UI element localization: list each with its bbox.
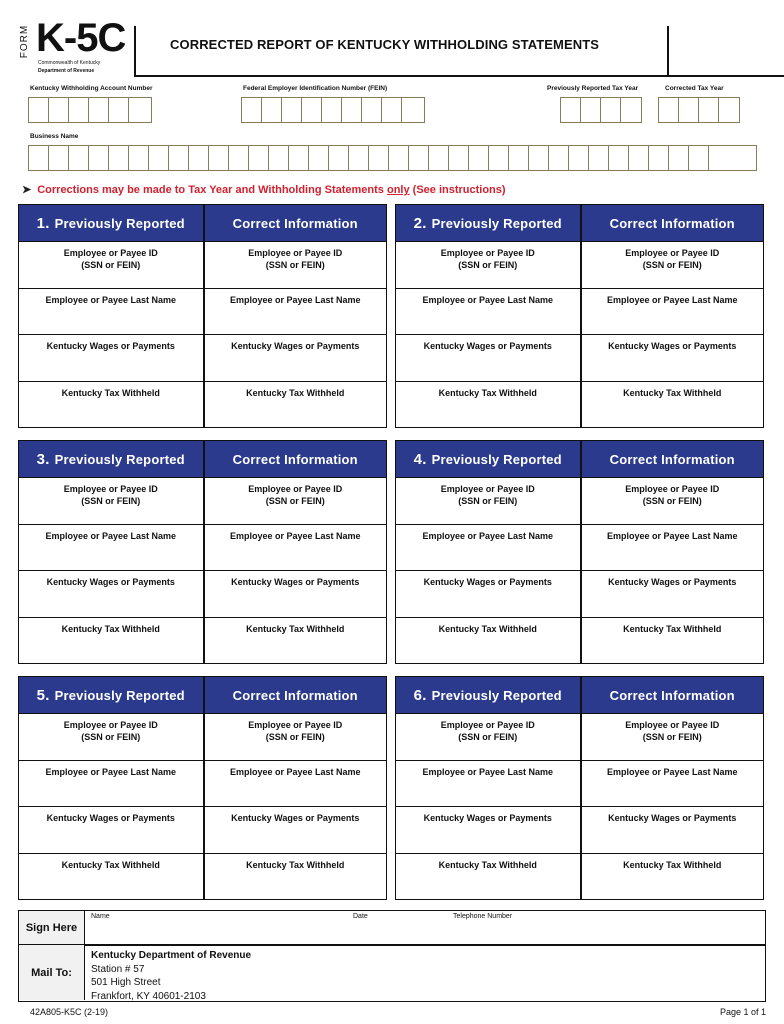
sign-divider	[19, 944, 765, 946]
wages-field[interactable]	[396, 806, 580, 853]
correction-block	[395, 676, 764, 900]
digit-box[interactable]	[409, 146, 429, 170]
field-label: Kentucky Tax Withheld	[623, 859, 722, 870]
digit-box[interactable]	[169, 146, 189, 170]
previously-reported-column	[396, 677, 580, 899]
tax-withheld-field[interactable]	[582, 381, 764, 428]
last-name-field[interactable]	[19, 760, 203, 807]
employee-id-field[interactable]	[19, 241, 203, 288]
previously-reported-header	[396, 677, 580, 713]
wages-field[interactable]	[582, 806, 764, 853]
tax-withheld-field[interactable]	[205, 853, 387, 900]
field-label: Employee or Payee Last Name	[606, 530, 738, 541]
prev-tax-year-label: Previously Reported Tax Year	[547, 85, 639, 92]
field-label: Employee or Payee Last Name	[229, 530, 361, 541]
digit-box[interactable]	[689, 146, 709, 170]
previously-reported-column	[19, 441, 203, 663]
digit-box[interactable]	[29, 146, 49, 170]
employee-id-field[interactable]	[205, 241, 387, 288]
field-label: Employee or Payee ID	[63, 484, 158, 494]
digit-box[interactable]	[402, 98, 422, 122]
wages-field[interactable]	[396, 570, 580, 617]
column-title: Correct Information	[232, 687, 358, 703]
digit-box[interactable]	[429, 146, 449, 170]
digit-box[interactable]	[109, 98, 129, 122]
digit-box[interactable]	[629, 146, 649, 170]
digit-box[interactable]	[229, 146, 249, 170]
field-label: Kentucky Tax Withheld	[61, 859, 160, 870]
field-label: (SSN or FEIN)	[458, 732, 518, 743]
previously-reported-column	[19, 677, 203, 899]
digit-box[interactable]	[349, 146, 369, 170]
field-label: Employee or Payee ID	[248, 248, 343, 258]
previously-reported-header	[19, 205, 203, 241]
block-number: 1.	[36, 214, 50, 232]
mail-line-4: Frankfort, KY 40601-2103	[91, 990, 206, 1002]
last-name-field[interactable]	[582, 760, 764, 807]
field-label: Employee or Payee Last Name	[45, 294, 177, 305]
field-label: Kentucky Wages or Payments	[231, 813, 360, 823]
name-label: Name	[91, 913, 110, 920]
digit-box[interactable]	[329, 146, 349, 170]
employee-id-field[interactable]	[582, 241, 764, 288]
block-number: 3.	[36, 450, 50, 468]
digit-box[interactable]	[382, 98, 402, 122]
field-label: Kentucky Wages or Payments	[608, 577, 737, 587]
tax-withheld-field[interactable]	[205, 381, 387, 428]
digit-box[interactable]	[89, 146, 109, 170]
field-label: Employee or Payee Last Name	[45, 766, 177, 777]
mail-line-2: Station # 57	[91, 963, 145, 975]
digit-box[interactable]	[69, 146, 89, 170]
digit-box[interactable]	[581, 98, 601, 122]
field-label: Kentucky Wages or Payments	[423, 577, 552, 587]
field-label: Kentucky Wages or Payments	[231, 577, 360, 587]
header-rule	[134, 75, 784, 77]
wages-field[interactable]	[19, 806, 203, 853]
field-label: Employee or Payee ID	[63, 248, 158, 258]
last-name-field[interactable]	[582, 524, 764, 571]
field-label: Kentucky Tax Withheld	[246, 623, 345, 634]
field-label: Kentucky Wages or Payments	[423, 341, 552, 351]
commonwealth-label: Commonwealth of Kentucky	[38, 60, 101, 66]
employee-id-field[interactable]	[19, 477, 203, 524]
field-label: Employee or Payee Last Name	[229, 294, 361, 305]
digit-box[interactable]	[309, 146, 329, 170]
previously-reported-header	[396, 441, 580, 477]
digit-box[interactable]	[209, 146, 229, 170]
field-label: Employee or Payee Last Name	[606, 294, 738, 305]
field-label: (SSN or FEIN)	[265, 260, 325, 271]
tax-withheld-field[interactable]	[582, 853, 764, 900]
digit-box[interactable]	[89, 98, 109, 122]
wages-field[interactable]	[205, 334, 387, 381]
date-label: Date	[353, 913, 368, 920]
digit-box[interactable]	[282, 98, 302, 122]
field-label: Kentucky Tax Withheld	[438, 623, 537, 634]
tax-withheld-field[interactable]	[396, 381, 580, 428]
digit-box[interactable]	[609, 146, 629, 170]
field-label: Kentucky Wages or Payments	[46, 341, 175, 351]
column-title: Previously Reported	[54, 451, 185, 467]
form-code: 42A805-K5C (2-19)	[30, 1007, 109, 1017]
digit-box[interactable]	[342, 98, 362, 122]
business-name-field[interactable]	[28, 145, 757, 171]
digit-box[interactable]	[322, 98, 342, 122]
last-name-field[interactable]	[205, 760, 387, 807]
field-label: (SSN or FEIN)	[81, 496, 141, 507]
correct-information-header	[205, 205, 387, 241]
column-title: Correct Information	[609, 215, 735, 231]
wages-field[interactable]	[19, 570, 203, 617]
field-label: (SSN or FEIN)	[265, 496, 325, 507]
field-label: Kentucky Tax Withheld	[623, 623, 722, 634]
field-label: Kentucky Tax Withheld	[61, 387, 160, 398]
digit-box[interactable]	[719, 98, 739, 122]
sign-here-label: Sign Here	[19, 911, 85, 945]
employee-id-field[interactable]	[582, 713, 764, 760]
tax-withheld-field[interactable]	[19, 381, 203, 428]
arrow-right-icon: ➤	[22, 184, 32, 196]
block-number: 2.	[413, 214, 427, 232]
digit-box[interactable]	[669, 146, 689, 170]
last-name-field[interactable]	[582, 288, 764, 335]
business-name-label: Business Name	[30, 133, 79, 140]
field-label: Employee or Payee ID	[440, 720, 535, 730]
field-label: Employee or Payee ID	[248, 484, 343, 494]
field-label: Employee or Payee ID	[625, 720, 720, 730]
previously-reported-header	[19, 441, 203, 477]
tax-withheld-field[interactable]	[205, 617, 387, 664]
last-name-field[interactable]	[19, 288, 203, 335]
digit-box[interactable]	[69, 98, 89, 122]
prev-tax-year-field[interactable]	[560, 97, 642, 123]
last-name-field[interactable]	[19, 524, 203, 571]
field-label: Employee or Payee Last Name	[422, 294, 554, 305]
corr-tax-year-field[interactable]	[658, 97, 740, 123]
tax-withheld-field[interactable]	[396, 617, 580, 664]
digit-box[interactable]	[149, 146, 169, 170]
digit-box[interactable]	[189, 146, 209, 170]
mail-line-3: 501 High Street	[91, 977, 161, 988]
tax-withheld-field[interactable]	[19, 617, 203, 664]
correct-information-header	[205, 441, 387, 477]
field-label: (SSN or FEIN)	[642, 732, 702, 743]
digit-box[interactable]	[589, 146, 609, 170]
field-label: Kentucky Wages or Payments	[46, 577, 175, 587]
form-id: K-5C	[36, 16, 126, 60]
last-name-field[interactable]	[205, 288, 387, 335]
digit-box[interactable]	[679, 98, 699, 122]
employee-id-field[interactable]	[582, 477, 764, 524]
field-label: Employee or Payee Last Name	[422, 530, 554, 541]
wages-field[interactable]	[582, 570, 764, 617]
department-label: Department of Revenue	[38, 68, 95, 74]
field-label: (SSN or FEIN)	[642, 496, 702, 507]
column-title: Correct Information	[609, 687, 735, 703]
correct-information-column	[203, 205, 387, 427]
digit-box[interactable]	[49, 146, 69, 170]
digit-box[interactable]	[242, 98, 262, 122]
previously-reported-header	[396, 205, 580, 241]
field-label: Employee or Payee ID	[625, 248, 720, 258]
mailing-address	[91, 949, 251, 1003]
correct-information-header	[582, 205, 764, 241]
field-label: Kentucky Tax Withheld	[61, 623, 160, 634]
digit-box[interactable]	[529, 146, 549, 170]
digit-box[interactable]	[621, 98, 641, 122]
correct-information-column	[580, 441, 764, 663]
digit-box[interactable]	[561, 98, 581, 122]
notice-text-before: Corrections may be made to Tax Year and Withholding Statements	[37, 184, 387, 196]
phone-label: Telephone Number	[453, 913, 513, 920]
wages-field[interactable]	[582, 334, 764, 381]
correction-block	[395, 440, 764, 664]
notice-text-after: (See instructions)	[409, 184, 506, 196]
field-label: Employee or Payee ID	[625, 484, 720, 494]
digit-box[interactable]	[699, 98, 719, 122]
correction-block	[18, 440, 387, 664]
digit-box[interactable]	[269, 146, 289, 170]
field-label: (SSN or FEIN)	[81, 260, 141, 271]
digit-box[interactable]	[469, 146, 489, 170]
digit-box[interactable]	[709, 146, 729, 170]
previously-reported-header	[19, 677, 203, 713]
digit-box[interactable]	[489, 146, 509, 170]
field-label: (SSN or FEIN)	[458, 260, 518, 271]
account-number-field[interactable]	[28, 97, 152, 123]
field-label: Kentucky Wages or Payments	[46, 813, 175, 823]
field-label: Kentucky Tax Withheld	[438, 387, 537, 398]
digit-box[interactable]	[109, 146, 129, 170]
column-title: Correct Information	[232, 451, 358, 467]
form-title: CORRECTED REPORT OF KENTUCKY WITHHOLDING STATEMENTS	[170, 37, 600, 52]
block-number: 6.	[413, 686, 427, 704]
employee-id-field[interactable]	[396, 713, 580, 760]
employee-id-field[interactable]	[396, 241, 580, 288]
column-title: Correct Information	[232, 215, 358, 231]
field-label: Employee or Payee Last Name	[606, 766, 738, 777]
column-title: Previously Reported	[431, 215, 562, 231]
column-title: Correct Information	[609, 451, 735, 467]
fein-field[interactable]	[241, 97, 425, 123]
mail-line-1: Kentucky Department of Revenue	[91, 950, 252, 961]
field-label: (SSN or FEIN)	[81, 732, 141, 743]
digit-box[interactable]	[49, 98, 69, 122]
digit-box[interactable]	[649, 146, 669, 170]
employee-id-field[interactable]	[396, 477, 580, 524]
wages-field[interactable]	[205, 806, 387, 853]
digit-box[interactable]	[289, 146, 309, 170]
corrections-notice	[22, 183, 506, 196]
field-label: (SSN or FEIN)	[458, 496, 518, 507]
digit-box[interactable]	[369, 146, 389, 170]
digit-box[interactable]	[362, 98, 382, 122]
digit-box[interactable]	[569, 146, 589, 170]
field-label: (SSN or FEIN)	[642, 260, 702, 271]
sign-mail-table	[18, 910, 766, 1002]
field-label: (SSN or FEIN)	[265, 732, 325, 743]
employee-id-field[interactable]	[19, 713, 203, 760]
field-label: Employee or Payee ID	[63, 720, 158, 730]
correct-information-column	[580, 205, 764, 427]
field-label: Employee or Payee ID	[248, 720, 343, 730]
correction-block	[395, 204, 764, 428]
block-number: 5.	[36, 686, 50, 704]
column-title: Previously Reported	[431, 687, 562, 703]
field-label: Employee or Payee Last Name	[45, 530, 177, 541]
digit-box[interactable]	[262, 98, 282, 122]
page-number: Page 1 of 1	[719, 1007, 766, 1017]
correct-information-column	[203, 677, 387, 899]
field-label: Kentucky Wages or Payments	[608, 813, 737, 823]
digit-box[interactable]	[509, 146, 529, 170]
tax-withheld-field[interactable]	[396, 853, 580, 900]
digit-box[interactable]	[302, 98, 322, 122]
field-label: Kentucky Wages or Payments	[231, 341, 360, 351]
digit-box[interactable]	[129, 146, 149, 170]
account-number-label: Kentucky Withholding Account Number	[30, 85, 153, 92]
field-label: Employee or Payee ID	[440, 248, 535, 258]
tax-withheld-field[interactable]	[582, 617, 764, 664]
wages-field[interactable]	[396, 334, 580, 381]
mail-to-label: Mail To:	[19, 945, 85, 1000]
digit-box[interactable]	[449, 146, 469, 170]
correction-block	[18, 676, 387, 900]
form-word-text: FORM	[19, 24, 31, 59]
field-label: Employee or Payee Last Name	[422, 766, 554, 777]
digit-box[interactable]	[29, 98, 49, 122]
previously-reported-column	[396, 441, 580, 663]
previously-reported-column	[19, 205, 203, 427]
header-divider-right	[667, 26, 669, 76]
column-title: Previously Reported	[54, 215, 185, 231]
digit-box[interactable]	[549, 146, 569, 170]
employee-id-field[interactable]	[205, 713, 387, 760]
correct-information-column	[203, 441, 387, 663]
field-label: Kentucky Wages or Payments	[423, 813, 552, 823]
column-title: Previously Reported	[431, 451, 562, 467]
correct-information-header	[582, 677, 764, 713]
wages-field[interactable]	[205, 570, 387, 617]
tax-withheld-field[interactable]	[19, 853, 203, 900]
last-name-field[interactable]	[396, 760, 580, 807]
field-label: Kentucky Tax Withheld	[438, 859, 537, 870]
digit-box[interactable]	[659, 98, 679, 122]
field-label: Kentucky Tax Withheld	[246, 859, 345, 870]
form-word-label	[14, 24, 38, 60]
header-divider-left	[134, 26, 136, 76]
field-label: Kentucky Wages or Payments	[608, 341, 737, 351]
block-number: 4.	[413, 450, 427, 468]
previously-reported-column	[396, 205, 580, 427]
corr-tax-year-label: Corrected Tax Year	[665, 85, 724, 92]
digit-box[interactable]	[389, 146, 409, 170]
digit-box[interactable]	[249, 146, 269, 170]
correction-block	[18, 204, 387, 428]
employee-id-field[interactable]	[205, 477, 387, 524]
digit-box[interactable]	[601, 98, 621, 122]
correct-information-column	[580, 677, 764, 899]
column-title: Previously Reported	[54, 687, 185, 703]
last-name-field[interactable]	[396, 288, 580, 335]
fein-label: Federal Employer Identification Number (FEIN)	[243, 85, 388, 92]
last-name-field[interactable]	[396, 524, 580, 571]
correct-information-header	[582, 441, 764, 477]
last-name-field[interactable]	[205, 524, 387, 571]
field-label: Kentucky Tax Withheld	[623, 387, 722, 398]
digit-box[interactable]	[129, 98, 149, 122]
wages-field[interactable]	[19, 334, 203, 381]
field-label: Employee or Payee Last Name	[229, 766, 361, 777]
correct-information-header	[205, 677, 387, 713]
notice-text-only: only	[386, 184, 410, 196]
field-label: Employee or Payee ID	[440, 484, 535, 494]
field-label: Kentucky Tax Withheld	[246, 387, 345, 398]
